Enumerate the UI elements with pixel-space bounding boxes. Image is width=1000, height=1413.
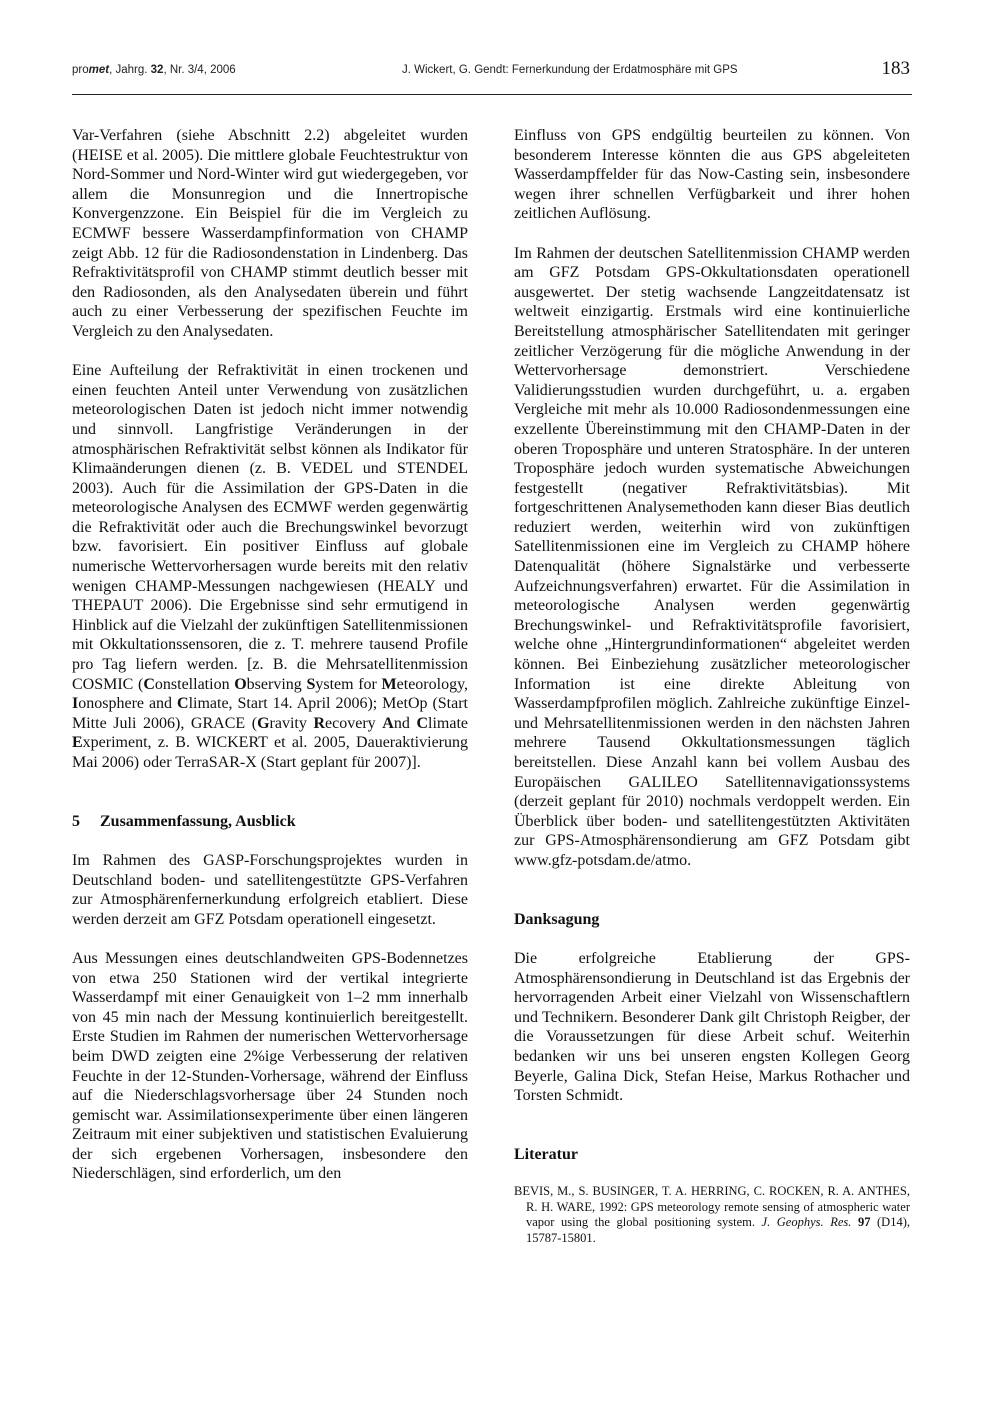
left-column [72, 126, 468, 1184]
paragraph: Var-Verfahren (siehe Abschnitt 2.2) abgeleitet wurden (HEISE et al. 2005). Die mittlere globale Feuchtestruktur von Nord-Sommer und Nord-Winter wird gut wiedergegeben, vor allem die Monsunregion und die Innertropische Konvergenzzone. Ein Beispiel für die im Vergleich zu ECMWF bessere Wasserdampfinformation von CHAMP zeigt Abb. 12 für die Radiosondenstation in Lindenberg. Das Refraktivitätsprofil von CHAMP stimmt deutlich besser mit den Radiosonden, als den Analysedaten überein und führt auch zu einer Verbesserung der spezifischen Feuchte im Vergleich zu den Analysedaten. [72, 127, 468, 340]
reference-entry: BEVIS, M., S. BUSINGER, T. A. HERRING, C. ROCKEN, R. A. ANTHES, R. H. WARE, 1992: GPS meteorology remote sensing of atmospheric water vapor using the global positioning system. J. Geophys. Res. 97 (D14), 15787-15801. [514, 1184, 910, 1245]
paragraph: Einfluss von GPS endgültig beurteilen zu können. Von besonderem Interesse könnten die aus GPS abgeleiteten Wasserdampffelder für das Now-Casting sein, insbesondere wegen ihrer schnellen Verfügbarkeit und ihrer hohen zeitlichen Auflösung. [514, 127, 910, 223]
journal-volume: 32 [150, 64, 164, 76]
right-column [514, 126, 910, 1246]
journal-issue: , Nr. 3/4, 2006 [163, 64, 236, 76]
journal-volume-label: , Jahrg. [109, 64, 151, 76]
paragraph: Aus Messungen eines deutschlandweiten GPS-Bodennetzes von etwa 250 Stationen wird der vertikal integrierte Wasserdampf mit einer Genauigkeit von 1–2 mm innerhalb von 45 min nach der Messung kontinuierlich bereitgestellt. Erste Studien im Rahmen der numerischen Wettervorhersage beim DWD zeigten eine 2%ige Verbesserung der relativen Feuchte in der 12-Stunden-Vorhersage, während der Einfluss auf die Niederschlagsvorhersage über 24 Stunden noch gemischt war. Assimilationsexperimente über einen längeren Zeitraum mit einer subjektiven und statistischen Evaluierung der sich ergebenen Vorhersagen, insbesondere den Niederschlägen, sind erforderlich, um den [72, 949, 468, 1183]
journal-name-bold: met [88, 64, 110, 76]
section-heading [72, 812, 468, 832]
page-number: 183 [881, 58, 910, 79]
header-rule [72, 94, 912, 95]
acknowledgements-text: Die erfolgreiche Etablierung der GPS-Atmosphärensondierung in Deutschland ist das Ergebnis der hervorragenden Arbeit einer Vielzahl von Wissenschaftlern und Technikern. Besonderer Dank gilt Christoph Reigber, der die Voraussetzungen für diese Arbeit schuf. Weiterhin bedanken wir uns bei unseren engsten Kollegen Georg Beyerle, Galina Dick, Stefan Heise, Markus Rothacher und Torsten Schmidt. [514, 949, 910, 1105]
acknowledgements-heading: Danksagung [514, 910, 600, 928]
paragraph: Im Rahmen des GASP-Forschungsprojektes wurden in Deutschland boden- und satellitengestützte GPS-Verfahren zur Atmosphärenfernerkundung erfolgreich etabliert. Diese werden derzeit am GFZ Potsdam operationell eingesetzt. [72, 851, 468, 928]
references-heading: Literatur [514, 1145, 578, 1163]
section-title: Zusammenfassung, Ausblick [100, 812, 296, 830]
running-title: J. Wickert, G. Gendt: Fernerkundung der Erdatmosphäre mit GPS [402, 64, 738, 76]
section-number: 5 [72, 812, 80, 830]
paragraph: Eine Aufteilung der Refraktivität in einen trockenen und einen feuchten Anteil unter Verwendung von zusätzlichen meteorologischen Daten ist jedoch nicht immer notwendig und sinnvoll. Langfristige Veränderungen in der atmosphärischen Refraktivität selbst können als Indikator für Klimaänderungen dienen (z. B. VEDEL und STENDEL 2003). Auch für die Assimilation der GPS-Daten in die meteorologische Analysen des ECMWF werden gegenwärtig die Refraktivität oder auch die Brechungswinkel bevorzugt bzw. favorisiert. Ein positiver Einfluss auf globale numerische Wettervorhersagen wurde bereits mit den relativ wenigen CHAMP-Messungen nachgewiesen (HEALY und THEPAUT 2006). Die Ergebnisse sind sehr ermutigend in Hinblick auf die Vielzahl der zukünftigen Satellitenmissionen mit Okkultationssensoren, die z. T. mehrere tausend Profile pro Tag liefern werden. [z. B. die Mehrsatellitenmission COSMIC (Constellation Observing System for Meteorology, Ionosphere and Climate, Start 14. April 2006); MetOp (Start Mitte Juli 2006), GRACE (Gravity Recovery And Climate Experiment, z. B. WICKERT et al. 2005, Daueraktivierung Mai 2006) oder TerraSAR-X (Start geplant für 2007)]. [72, 362, 469, 771]
journal-name-prefix: pro [72, 64, 89, 76]
paragraph: Im Rahmen der deutschen Satellitenmission CHAMP werden am GFZ Potsdam GPS-Okkultationsdaten operationell ausgewertet. Der stetig wachsende Langzeitdatensatz ist weltweit einzigartig. Erstmals wird eine kontinuierliche Bereitstellung atmosphärischer Satellitendaten mit geringer zeitlicher Verzögerung für die mögliche Anwendung in der Wettervorhersage demonstriert. Verschiedene Validierungsstudien wurden durchgeführt, u. a. ergaben Vergleiche mit mehr als 10.000 Radiosondenmessungen eine exzellente Übereinstimmung mit den CHAMP-Daten in der oberen Troposphäre und unteren Stratosphäre. In der unteren Troposphäre jedoch wurden systematische Abweichungen festgestellt (negativer Refraktivitätsbias). Mit fortgeschrittenen Analysemethoden kann dieser Bias deutlich reduziert werden, weiterhin wird von zukünftigen Satellitenmissionen eine im Vergleich zu CHAMP höhere Datenqualität (höhere Signalstärke und verbesserte Aufzeichnungsverfahren) erwartet. Für die Assimilation in meteorologische Analysen werden gegenwärtig Brechungswinkel- und Refraktivitätsprofile favorisiert, welche ohne „Hintergrundinformationen“ abgeleitet werden können. Bei Einbeziehung zusätzlicher meteorologischer Information ist eine direkte Ableitung von Wasserdampfprofilen möglich. Zahlreiche zukünftige Einzel- und Mehrsatellitenmissionen werden in den nächsten Jahren mehrere Tausend Okkultationsmessungen täglich bereitstellen. Diese Anzahl kann bei vollem Ausbau des Europäischen GALILEO Satellitennavigationssystems (derzeit geplant für 2010) nochmals verdoppelt werden. Ein Überblick über boden- und satellitengestützten Aktivitäten zur GPS-Atmosphärensondierung am GFZ Potsdam gibt www.gfz-potsdam.de/atmo. [514, 244, 910, 869]
journal-citation [72, 64, 236, 76]
